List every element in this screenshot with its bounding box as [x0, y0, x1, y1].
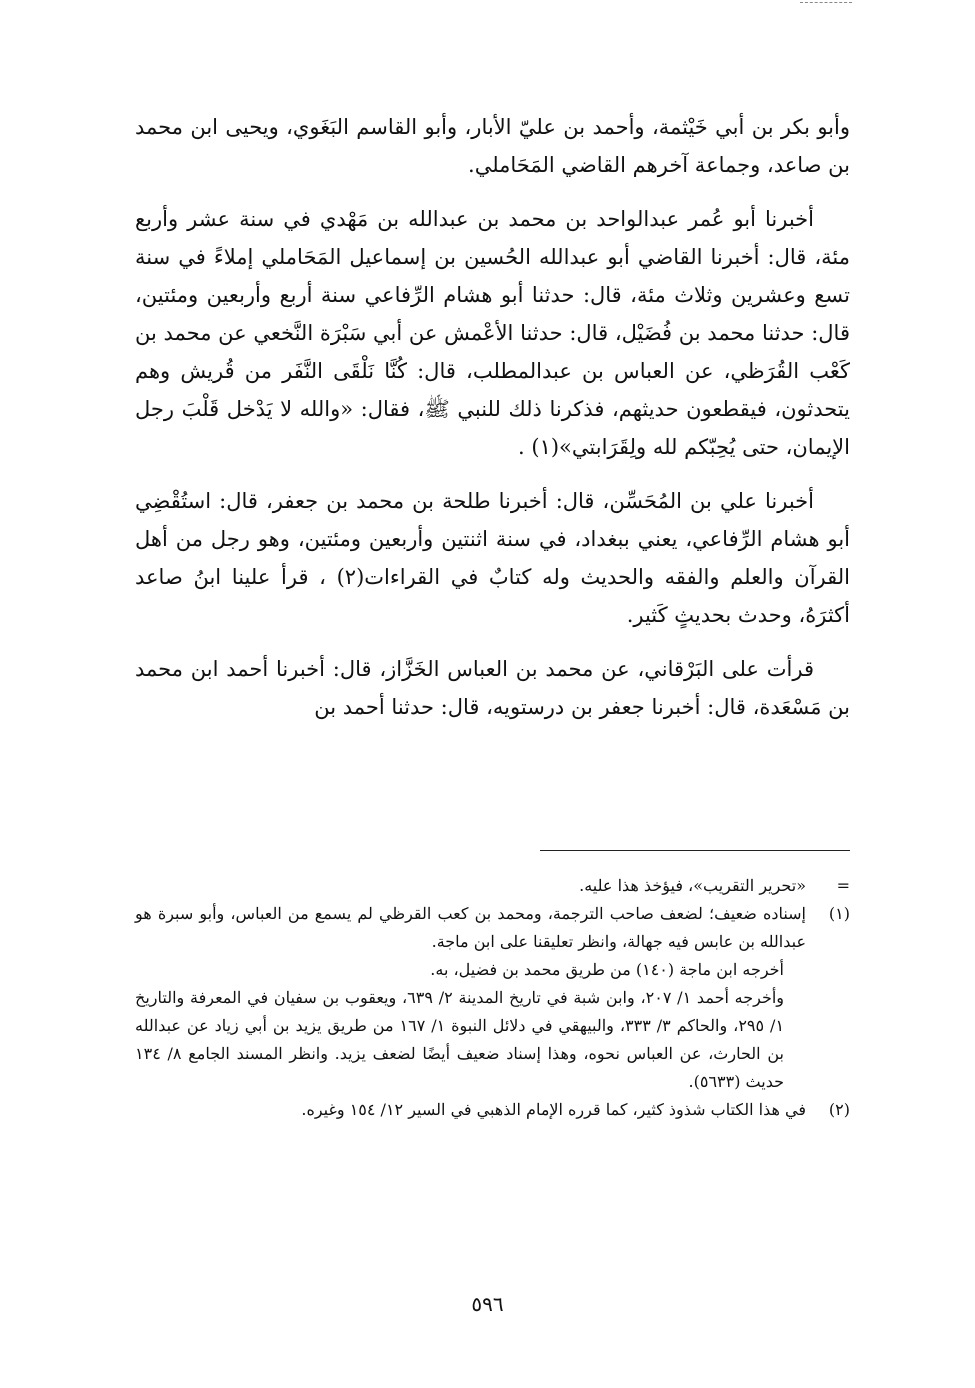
page-number: ٥٩٦	[471, 1292, 504, 1316]
main-text	[135, 108, 850, 742]
paragraph-4-text: قرأت على البَرْقاني، عن محمد بن العباس الخَزَّاز، قال: أخبرنا أحمد ابن محمد بن مَسْعَدة، قال: أخبرنا جعفر بن درستويه، قال: حدثنا أحمد بن	[135, 657, 850, 719]
footnote-separator	[540, 850, 850, 851]
continuation-mark: =	[836, 876, 850, 895]
footnote-2-text: في هذا الكتاب شذوذ كثير، كما قرره الإمام الذهبي في السير ١٢/ ١٥٤ وغيره.	[301, 1100, 806, 1119]
paragraph-2	[135, 200, 850, 466]
footnote-continuation	[135, 872, 850, 900]
paragraph-4	[135, 650, 850, 726]
continuation-text: «تحرير التقريب»، فيؤخذ هذا عليه.	[579, 876, 806, 895]
footnotes	[135, 872, 850, 1124]
paragraph-1-text: وأبو بكر بن أبي خَيْثمة، وأحمد بن عليّ الأبار، وأبو القاسم البَغَوي، ويحيى ابن محمد بن صاعد، وجماعة آخرهم القاضي المَحَاملي.	[135, 115, 850, 177]
footnote-2	[135, 1096, 850, 1124]
footnote-1-line: أخرجه ابن ماجة (١٤٠) من طريق محمد بن فضيل، به.	[430, 960, 784, 979]
footnote-1-number: (١)	[828, 904, 850, 923]
paragraph-3-text: أخبرنا علي بن المُحَسِّن، قال: أخبرنا طلحة بن محمد بن جعفر، قال: استُقْضِي أبو هشام الرِّفاعي، يعني ببغداد، في سنة اثنتين وأربعين ومئتين، وهو رجل من أهل القرآن والعلم والفقه والحديث وله كتابٌ في القراءات(٢) ، قرأ علينا ابنُ صاعد أكثرَهُ، وحدث بحديثٍ كَثير.	[135, 489, 850, 627]
scan-mark	[800, 2, 852, 3]
footnote-1	[135, 900, 850, 1096]
footnote-1-body	[135, 900, 806, 1096]
footnote-1-line: وأخرجه أحمد ١/ ٢٠٧، وابن شبة في تاريخ المدينة ٢/ ٦٣٩، ويعقوب بن سفيان في المعرفة والتاريخ ١/ ٢٩٥، والحاكم ٣/ ٣٣٣، والبيهقي في دلائل النبوة ١/ ١٦٧ من طريق يزيد بن أبي زياد عن عبدالله بن الحارث، عن العباس نحوه، وهذا إسناد ضعيف أيضًا لضعف يزيد. وانظر المسند الجامع ٨/ ١٣٤ حديث (٥٦٣٣).	[135, 988, 785, 1091]
paragraph-1	[135, 108, 850, 184]
paragraph-3	[135, 482, 850, 634]
paragraph-2-text: أخبرنا أبو عُمر عبدالواحد بن محمد بن عبدالله بن مَهْدي في سنة عشر وأربع مئة، قال: أخبرنا القاضي أبو عبدالله الحُسين بن إسماعيل المَحَاملي إملاءً في سنة تسع وعشرين وثلاث مئة، قال: حدثنا أبو هشام الرِّفاعي سنة أربع وأربعين ومئتين، قال: حدثنا محمد بن فُضَيْل، قال: حدثنا الأعْمش عن أبي سَبْرَة النَّخعي عن محمد بن كَعْب القُرَظي، عن العباس بن عبدالمطلب، قال: كُنَّا نَلْقَى النَّفَر من قُريش وهم يتحدثون، فيقطعون حديثهم، فذكرنا ذلك للنبي ﷺ، فقال: «والله لا يَدْخل قَلْبَ رجل الإيمان، حتى يُحِبّكم لله ولِقَرَابتي»(١) .	[135, 207, 850, 459]
footnote-2-number: (٢)	[828, 1100, 850, 1119]
footnote-1-line: إسناده ضعيف؛ لضعف صاحب الترجمة، ومحمد بن كعب القرظي لم يسمع من العباس، وأبو سبرة هو عبدالله بن عابس فيه جهالة، وانظر تعليقنا على ابن ماجة.	[135, 904, 807, 951]
